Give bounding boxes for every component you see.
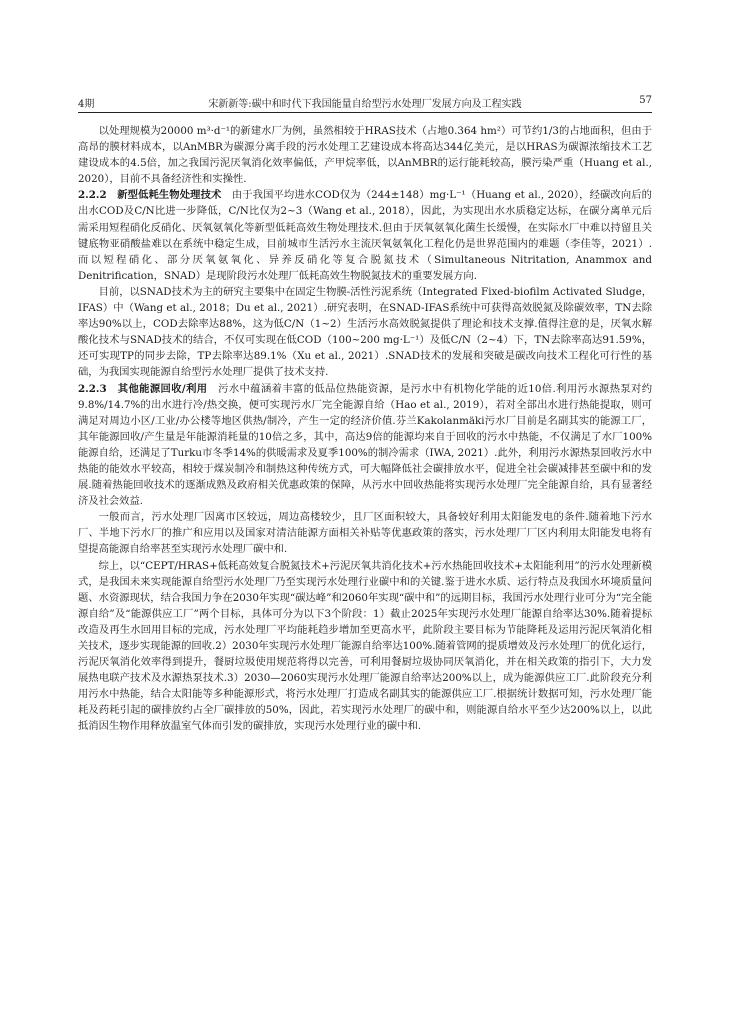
section-paragraph <box>78 381 652 510</box>
issue-number: 4期 <box>78 99 95 110</box>
article-body <box>78 123 652 735</box>
section-heading: 2.2.2 新型低耗生物处理技术 <box>78 189 222 202</box>
paragraph: 以处理规模为20000 m³·d⁻¹的新建水厂为例，虽然相较于HRAS技术（占地0.364 hm²）可节约1/3的占地面积，但由于高昂的膜材料成本，以AnMBR为碳源分离手段的污水处理工艺建设成本将高达344亿美元，是以HRAS为碳源浓缩技术工艺建设成本的4.5倍，加之我国污泥厌氧消化效率偏低，产甲烷率低，以AnMBR的运行能耗较高，膜污染严重（Huang et al., 2020），目前不具备经济性和实操性. <box>78 125 652 186</box>
header-rule <box>78 112 652 113</box>
section-paragraph <box>78 187 652 284</box>
running-header <box>78 95 652 111</box>
running-title: 宋新新等:碳中和时代下我国能量自给型污水处理厂发展方向及工程实践 <box>208 99 522 110</box>
paragraph: 综上，以“CEPT/HRAS+低耗高效复合脱氮技术+污泥厌氧共消化技术+污水热能回收技术+太阳能利用”的污水处理新模式，是我国未来实现能源自给型污水处理厂乃至实现污水处理行业碳中和的关键.鉴于进水水质、运行特点及我国水环境质量问题、水资源现状，结合我国力争在2030年实现“碳达峰”和2060年实现“碳中和”的远期目标，我国污水处理行业可分为“完全能源自给”及“能源供应工厂”两个目标，具体可分为以下3个阶段：1）截止2025年实现污水处理厂能源自给率达30%.随着提标改造及再生水回用目标的完成，污水处理厂平均能耗趋步增加至更高水平，此阶段主要目标为节能降耗及运用污泥厌氧消化相关技术，逐步实现能源的回收.2）2030年实现污水处理厂能源自给率达100%.随着管网的提质增效及污水处理厂的优化运行，污泥厌氧消化效率得到提升，餐厨垃圾使用规范将得以完善，可利用餐厨垃圾协同厌氧消化，并在相关政策的指引下，大力发展热电联产技术及水源热泵技术.3）2030—2060实现污水处理厂能源自给率达200%以上，成为能源供应工厂.此阶段充分利用污水中热能，结合太阳能等多种能源形式，将污水处理厂打造成名副其实的能源供应工厂.根据统计数据可知，污水处理厂能耗及药耗引起的碳排放约占全厂碳排放的50%，因此，若实现污水处理厂的碳中和，则能源自给水平至少达200%以上，以此抵消因生物作用释放温室气体而引发的碳排放，实现污水处理行业的碳中和. <box>78 559 652 733</box>
paragraph: 目前，以SNAD技术为主的研究主要集中在固定生物膜-活性污泥系统（Integrated Fixed-biofilm Activated Sludge，IFAS）中（Wang et al., 2018；Du et al., 2021）.研究表明，在SNAD-IFAS系统中可获得高效脱氮及除碳效率，TN去除率达90%以上，COD去除率达88%，这为低C/N（1~2）生活污水高效脱氮提供了理论和技术支撑.值得注意的是，厌氧水解酸化技术与SNAD技术的结合，不仅可实现在低COD（100~200 mg·L⁻¹）及低C/N（2~4）下，TN去除率高达91.59%，还可实现TP的同步去除，TP去除率达89.1%（Xu et al., 2021）.SNAD技术的发展和突破是碳改向技术工程化可行性的基础，为我国实现能源自给型污水处理厂提供了技术支持. <box>78 285 652 379</box>
section-text: 污水中蕴涵着丰富的低品位热能资源，是污水中有机物化学能的近10倍.利用污水源热泵对约9.8%/14.7%的出水进行冷/热交换，便可实现污水厂完全能源自给（Hao et al., 2019），若对全部出水进行热能提取，则可满足对周边小区/工业/办公楼等地区供热/制冷，产生一定的经济价值.芬兰Kakolanmäki污水厂目前是名副其实的能源工厂，其年能源回收/产生量是年能源消耗量的10倍之多，其中，高达9倍的能源均来自于回收的污水中热能，不仅满足了水厂100%能源自给，还满足了Turku市冬季14%的供暖需求及夏季100%的制冷需求（IWA, 2021）.此外，利用污水源热泵回收污水中热能的能效水平较高，相较于煤炭制冷和制热这种传统方式，可大幅降低社会碳排放水平，促进全社会碳减排甚至碳中和的发展.随着热能回收技术的逐渐成熟及政府相关优惠政策的保障，从污水中回收热能将实现污水处理厂完全能源自给，具有显著经济及社会效益. <box>78 382 652 508</box>
paragraph: 一般而言，污水处理厂因离市区较远，周边高楼较少，且厂区面积较大，具备较好利用太阳能发电的条件.随着地下污水厂、半地下污水厂的推广和应用以及国家对清洁能源方面相关补贴等优惠政策的落实，污水处理厂厂区内利用太阳能发电将有望提高能源自给率甚至实现污水处理厂碳中和. <box>78 511 652 556</box>
page-number: 57 <box>639 95 652 106</box>
section-heading: 2.2.3 其他能源回收/利用 <box>78 382 208 395</box>
section-text: 由于我国平均进水COD仅为（244±148）mg·L⁻¹（Huang et al., 2020），经碳改向后的出水COD及C/N比进一步降低，C/N比仅为2~3（Wang et al., 2018），因此，为实现出水水质稳定达标，在碳分离单元后需采用短程硝化反硝化、厌氧氨氧化等新型低耗高效生物处理技术.但由于厌氧氨氧化菌生长缓慢，在实际水厂中难以持留且关键底物亚硝酸盐难以在系统中稳定生成，目前城市生活污水主流厌氧氨氧化工程化仍是世界范围内的难题（李佳等，2021）.而以短程硝化、部分厌氧氨氧化、异养反硝化等复合脱氮技术（Simultaneous Nitritation, Anammox and Denitrification，SNAD）是现阶段污水处理厂低耗高效生物脱氮技术的重要发展方向. <box>78 189 652 282</box>
